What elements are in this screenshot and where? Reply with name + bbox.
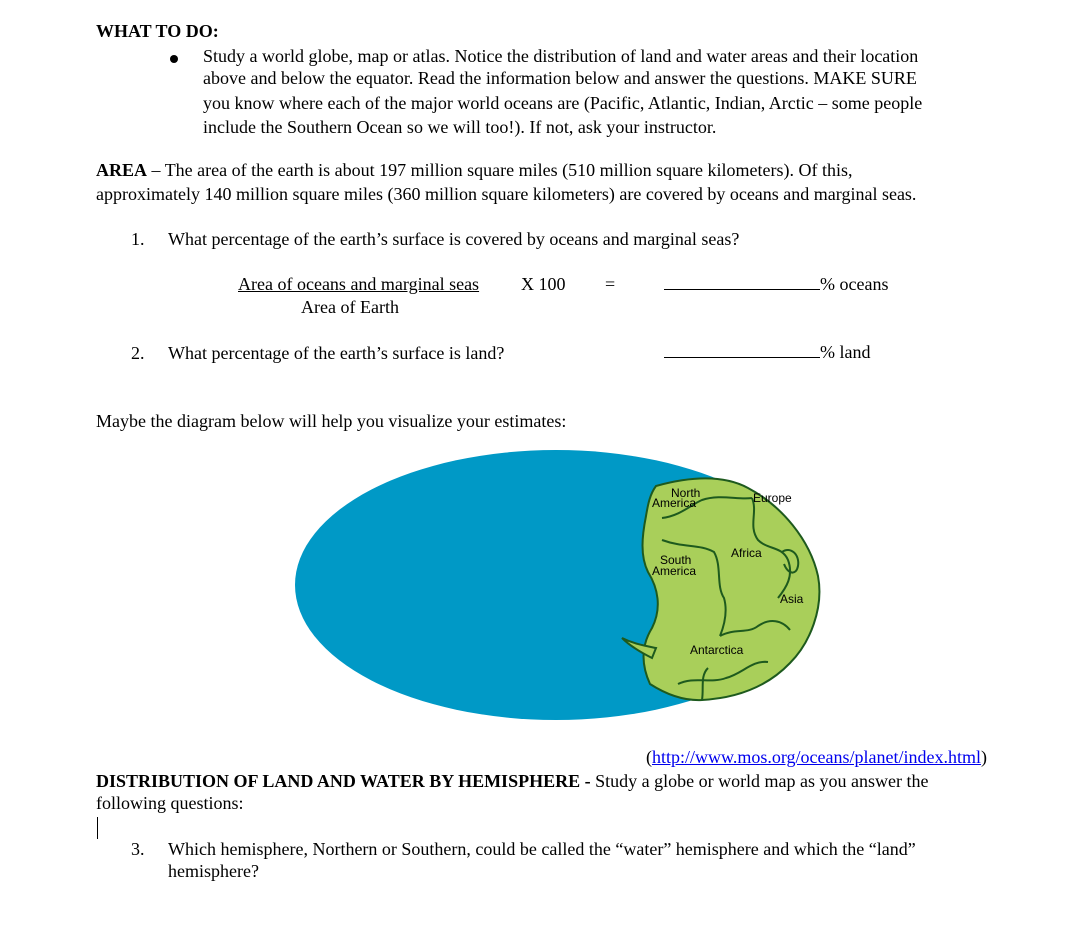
distribution-heading: DISTRIBUTION OF LAND AND WATER BY HEMISPHERE - xyxy=(96,771,596,791)
map-label-europe: Europe xyxy=(753,491,792,505)
map-label-north-america-1: North xyxy=(671,486,701,500)
formula-equals: = xyxy=(605,274,616,294)
ocean-land-diagram xyxy=(290,448,830,738)
source-link[interactable]: http://www.mos.org/oceans/planet/index.html xyxy=(652,747,981,767)
diagram-intro: Maybe the diagram below will help you visualize your estimates: xyxy=(96,411,567,431)
what-to-do-heading: WHAT TO DO: xyxy=(96,21,219,41)
area-label: AREA xyxy=(96,160,148,180)
map-label-antarctica: Antarctica xyxy=(690,643,744,657)
formula-numerator: Area of oceans and marginal seas xyxy=(238,274,480,294)
question-2-text: What percentage of the earth’s surface is land? xyxy=(168,343,505,363)
instruction-line-4: include the Southern Ocean so we will too!). If not, ask your instructor. xyxy=(203,117,717,137)
formula-denominator: Area of Earth xyxy=(301,297,399,317)
map-label-south-america-1: South xyxy=(660,553,692,567)
map-label-asia: Asia xyxy=(780,592,804,606)
map-label-north-america-2: America xyxy=(652,496,697,510)
formula-times: X 100 xyxy=(521,274,566,294)
land-region xyxy=(643,478,820,700)
area-paragraph-line-1: AREA – The area of the earth is about 197 million square miles (510 million square kilometers). Of this, xyxy=(96,160,853,180)
question-1-text: What percentage of the earth’s surface is covered by oceans and marginal seas? xyxy=(168,229,740,249)
map-label-south-america-2: America xyxy=(652,564,697,578)
area-paragraph-line-2: approximately 140 million square miles (360 million square kilometers) are covered by oceans and marginal seas. xyxy=(96,184,917,204)
question-3-number: 3. xyxy=(131,839,145,859)
map-label-africa: Africa xyxy=(731,546,762,560)
distribution-line-2: following questions: xyxy=(96,793,244,813)
oceans-answer-blank[interactable] xyxy=(664,273,888,295)
bullet-icon xyxy=(170,55,178,63)
land-suffix: % land xyxy=(820,342,871,362)
land-answer-blank[interactable] xyxy=(664,341,870,363)
text-cursor xyxy=(97,817,98,839)
question-2-number: 2. xyxy=(131,343,145,363)
oceans-suffix: % oceans xyxy=(820,274,889,294)
question-3-line-1: Which hemisphere, Northern or Southern, could be called the “water” hemisphere and which the “land” xyxy=(168,839,916,859)
instruction-line-3: you know where each of the major world oceans are (Pacific, Atlantic, Indian, Arctic – some people xyxy=(203,93,923,113)
question-1-number: 1. xyxy=(131,229,145,249)
question-3-line-2: hemisphere? xyxy=(168,861,259,881)
instruction-line-2: above and below the equator. Read the information below and answer the questions. MAKE SURE xyxy=(203,68,917,88)
diagram-source: (http://www.mos.org/oceans/planet/index.html) xyxy=(646,747,987,767)
instruction-line-1: Study a world globe, map or atlas. Notice the distribution of land and water areas and their location xyxy=(203,46,919,66)
distribution-line-1: DISTRIBUTION OF LAND AND WATER BY HEMISPHERE - Study a globe or world map as you answer the xyxy=(96,771,929,791)
